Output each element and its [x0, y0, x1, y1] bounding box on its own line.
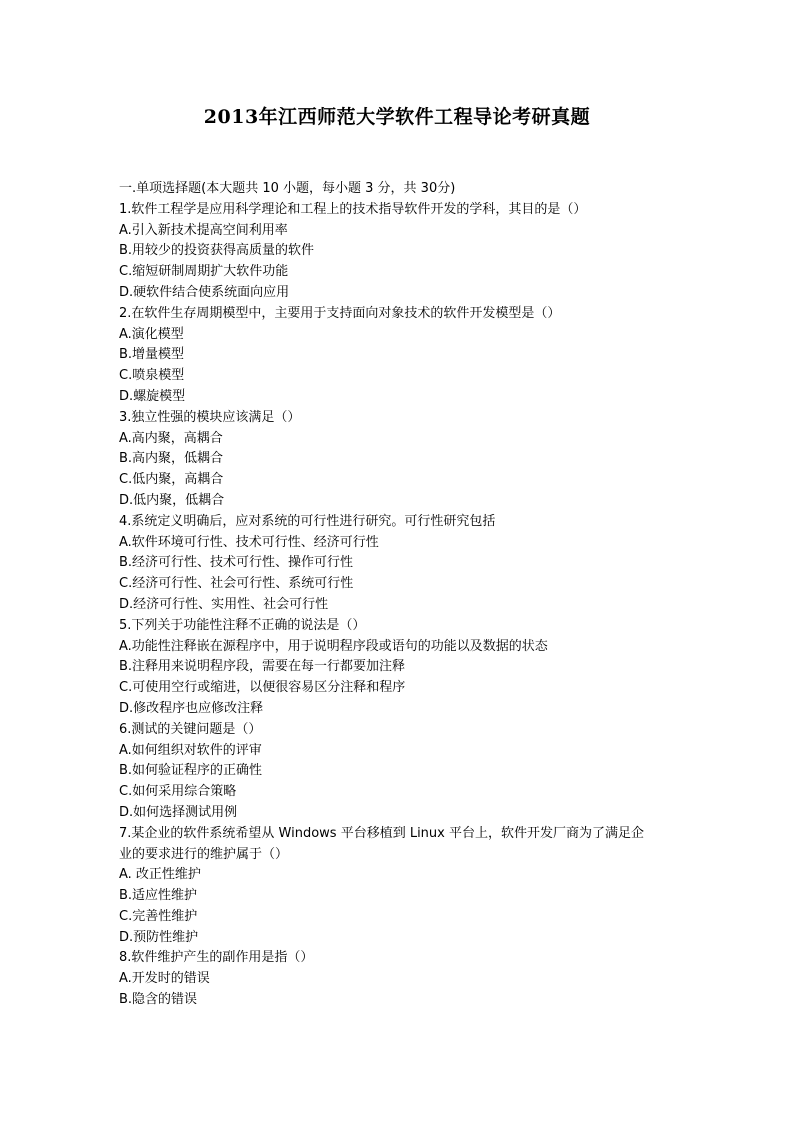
option-3d: D.低内聚，低耦合	[119, 492, 225, 508]
question-6: 6.测试的关键问题是（）	[119, 721, 262, 737]
option-2b: B.增量模型	[119, 347, 185, 363]
question-4: 4.系统定义明确后，应对系统的可行性进行研究。可行性研究包括	[119, 513, 496, 529]
option-1b: B.用较少的投资获得高质量的软件	[119, 243, 315, 259]
option-3b: B.高内聚，低耦合	[119, 451, 224, 467]
option-7c: C.完善性维护	[119, 908, 198, 924]
option-1a: A.引入新技术提高空间利用率	[119, 222, 288, 238]
question-7-line-1: 7.某企业的软件系统希望从 Windows 平台移植到 Linux 平台上，软件开发厂商为了满足企	[119, 825, 644, 841]
document-title: 2013年江西师范大学软件工程导论考研真题	[203, 106, 591, 128]
option-7d: D.预防性维护	[119, 929, 199, 945]
option-1d: D.硬软件结合使系统面向应用	[119, 284, 290, 300]
option-1c: C.缩短研制周期扩大软件功能	[119, 264, 289, 280]
option-4d: D.经济可行性、实用性、社会可行性	[119, 596, 329, 612]
option-6b: B.如何验证程序的正确性	[119, 763, 263, 779]
option-6c: C.如何采用综合策略	[119, 784, 237, 800]
option-7a: A. 改正性维护	[119, 867, 201, 883]
option-7b: B.适应性维护	[119, 888, 198, 904]
option-5d: D.修改程序也应修改注释	[119, 700, 264, 716]
question-1: 1.软件工程学是应用科学理论和工程上的技术指导软件开发的学科，其目的是（）	[119, 201, 587, 217]
question-3: 3.独立性强的模块应该满足（）	[119, 409, 301, 425]
option-8a: A.开发时的错误	[119, 971, 210, 987]
option-4c: C.经济可行性、社会可行性、系统可行性	[119, 576, 354, 592]
option-3c: C.低内聚，高耦合	[119, 472, 224, 488]
option-4a: A.软件环境可行性、技术可行性、经济可行性	[119, 534, 379, 550]
option-5c: C.可使用空行或缩进，以便很容易区分注释和程序	[119, 680, 406, 696]
option-4b: B.经济可行性、技术可行性、操作可行性	[119, 555, 354, 571]
section-heading: 一.单项选择题(本大题共 10 小题，每小题 3 分，共 30分)	[119, 181, 456, 196]
question-7-line-2: 业的要求进行的维护属于（）	[119, 846, 289, 862]
option-5a: A.功能性注释嵌在源程序中，用于说明程序段或语句的功能以及数据的状态	[119, 638, 548, 654]
option-5b: B.注释用来说明程序段，需要在每一行都要加注释	[119, 659, 406, 675]
document-body	[119, 179, 679, 1011]
option-8b: B.隐含的错误	[119, 992, 198, 1008]
option-2d: D.螺旋模型	[119, 388, 186, 404]
option-6d: D.如何选择测试用例	[119, 804, 238, 820]
question-8: 8.软件维护产生的副作用是指（）	[119, 950, 314, 966]
option-2a: A.演化模型	[119, 326, 184, 342]
option-3a: A.高内聚，高耦合	[119, 430, 223, 446]
question-5: 5.下列关于功能性注释不正确的说法是（）	[119, 617, 366, 633]
option-2c: C.喷泉模型	[119, 368, 185, 384]
option-6a: A.如何组织对软件的评审	[119, 742, 262, 758]
question-2: 2.在软件生存周期模型中，主要用于支持面向对象技术的软件开发模型是（）	[119, 305, 561, 321]
